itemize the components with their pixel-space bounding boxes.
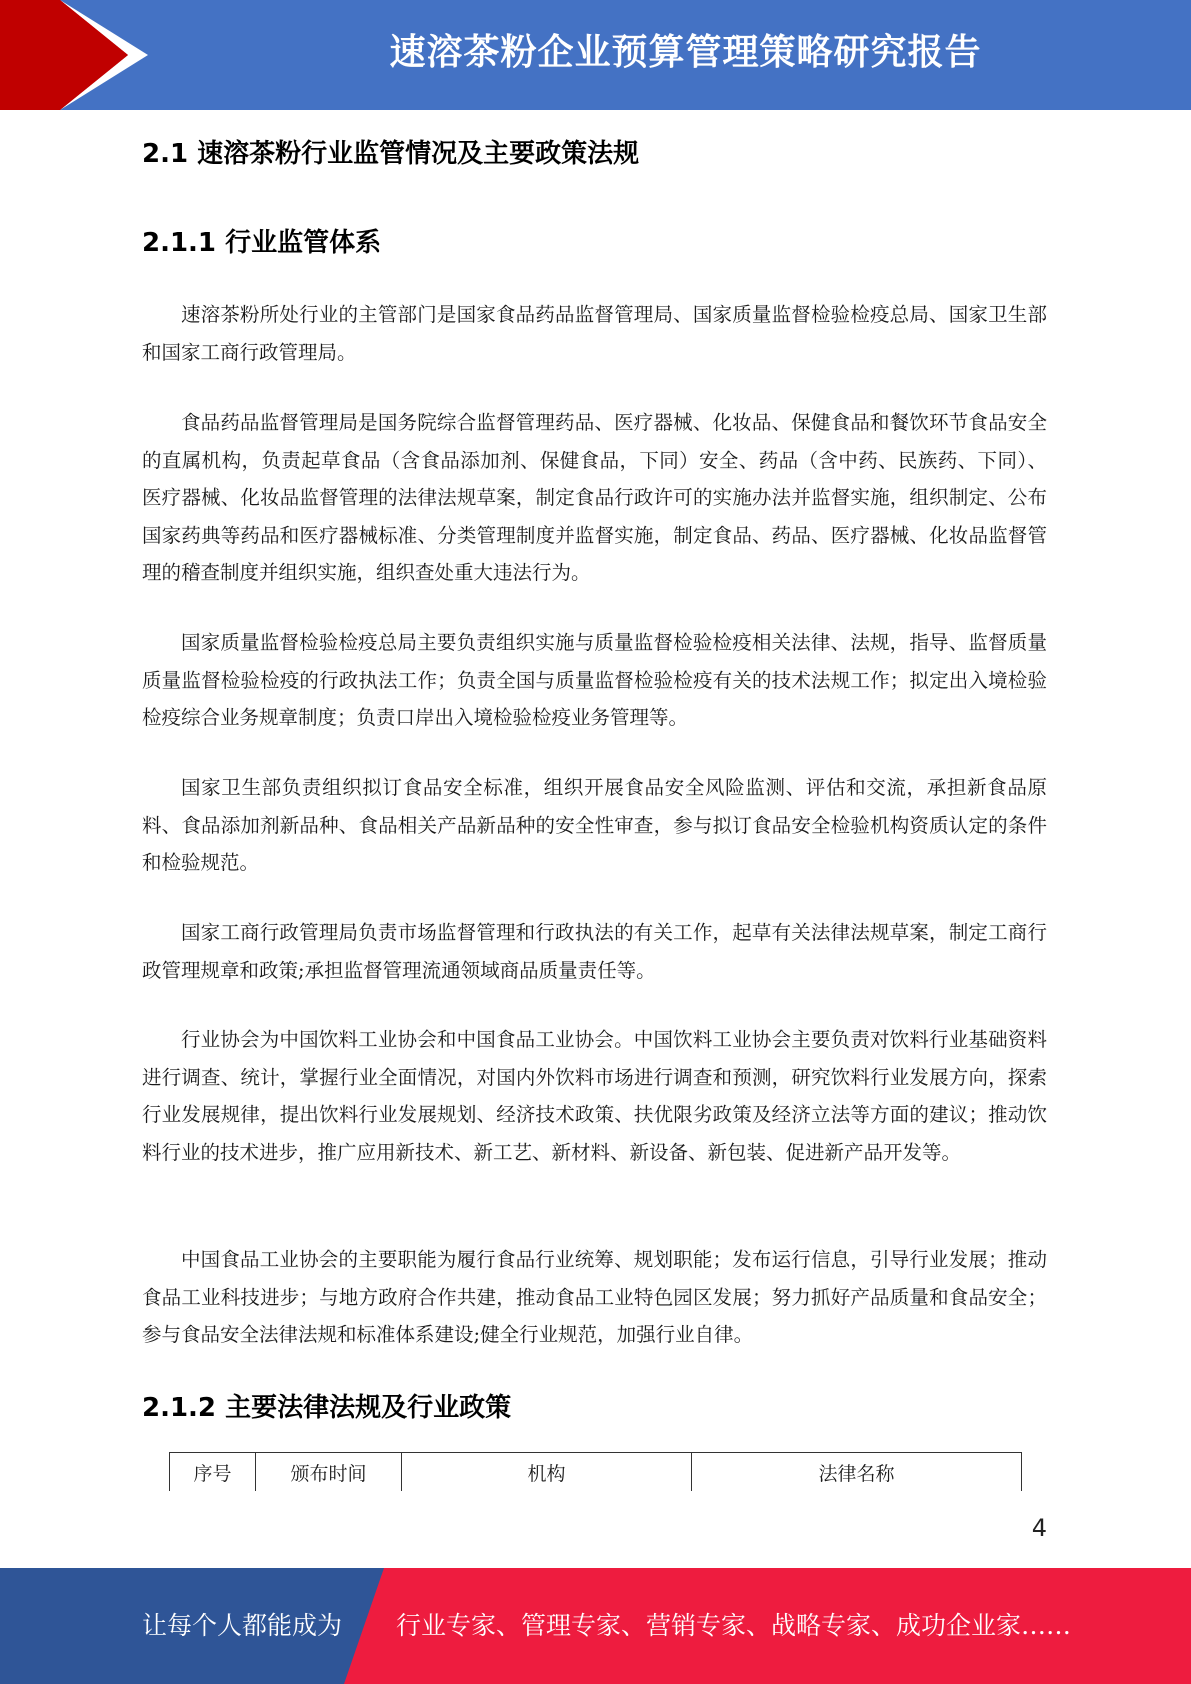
footer-slogan-right: 行业专家、管理专家、营销专家、战略专家、成功企业家…… bbox=[396, 1611, 1072, 1640]
paragraph-food-drug-admin: 食品药品监督管理局是国务院综合监督管理药品、医疗器械、化妆品、保健食品和餐饮环节食品安全的直属机构，负责起草食品（含食品添加剂、保健食品，下同）安全、药品（含中药、民族药、下同）、医疗器械、化妆品监督管理的法律法规草案，制定食品行政许可的实施办法并监督实施，组织制定、公布国家药典等药品和医疗器械标准、分类管理制度并监督实施，制定食品、药品、医疗器械、化妆品监督管理的稽查制度并组织实施，组织查处重大违法行为。 bbox=[142, 411, 1047, 584]
paragraph-health-ministry: 国家卫生部负责组织拟订食品安全标准，组织开展食品安全风险监测、评估和交流，承担新食品原料、食品添加剂新品种、食品相关产品新品种的安全性审查，参与拟订食品安全检验机构资质认定的条件和检验规范。 bbox=[142, 776, 1047, 874]
paragraph-commerce-admin: 国家工商行政管理局负责市场监督管理和行政执法的有关工作，起草有关法律法规草案，制定工商行政管理规章和政策;承担监督管理流通领域商品质量责任等。 bbox=[142, 921, 1047, 982]
footer-slogan-left: 让每个人都能成为 bbox=[142, 1611, 343, 1640]
paragraph-quality-inspection: 国家质量监督检验检疫总局主要负责组织实施与质量监督检验检疫相关法律、法规，指导、监督质量质量监督检验检疫的行政执法工作；负责全国与质量监督检验检疫有关的技术法规工作；拟定出入境检验检疫综合业务规章制度；负责口岸出入境检验检疫业务管理等。 bbox=[142, 631, 1047, 729]
page-number: 4 bbox=[1031, 1514, 1047, 1542]
paragraph-authorities: 速溶茶粉所处行业的主管部门是国家食品药品监督管理局、国家质量监督检验检疫总局、国家卫生部和国家工商行政管理局。 bbox=[142, 303, 1047, 364]
paragraph-industry-associations: 行业协会为中国饮料工业协会和中国食品工业协会。中国饮料工业协会主要负责对饮料行业基础资料进行调查、统计，掌握行业全面情况，对国内外饮料市场进行调查和预测，研究饮料行业发展方向，探索行业发展规律，提出饮料行业发展规划、经济技术政策、扶优限劣政策及经济立法等方面的建议；推动饮料行业的技术进步，推广应用新技术、新工艺、新材料、新设备、新包装、促进新产品开发等。 bbox=[142, 1028, 1047, 1164]
subsection-heading-laws-policies: 2.1.2 主要法律法规及行业政策 bbox=[142, 1393, 512, 1423]
table-header-row bbox=[170, 1453, 1022, 1492]
footer-banner bbox=[0, 1568, 1191, 1684]
section-heading: 2.1 速溶茶粉行业监管情况及主要政策法规 bbox=[142, 139, 640, 169]
table-header-cell: 机构 bbox=[402, 1453, 692, 1492]
report-title: 速溶茶粉企业预算管理策略研究报告 bbox=[389, 32, 982, 73]
header-banner bbox=[0, 0, 1191, 110]
laws-table bbox=[169, 1452, 1022, 1491]
subsection-heading-regulatory-system: 2.1.1 行业监管体系 bbox=[142, 228, 382, 258]
table-header-cell: 序号 bbox=[170, 1453, 256, 1492]
paragraph-food-industry-association: 中国食品工业协会的主要职能为履行食品行业统筹、规划职能；发布运行信息，引导行业发展；推动食品工业科技进步；与地方政府合作共建，推动食品工业特色园区发展；努力抓好产品质量和食品安全；参与食品安全法律法规和标准体系建设;健全行业规范，加强行业自律。 bbox=[142, 1248, 1047, 1346]
table-header-cell: 颁布时间 bbox=[256, 1453, 402, 1492]
table-header-cell: 法律名称 bbox=[692, 1453, 1022, 1492]
